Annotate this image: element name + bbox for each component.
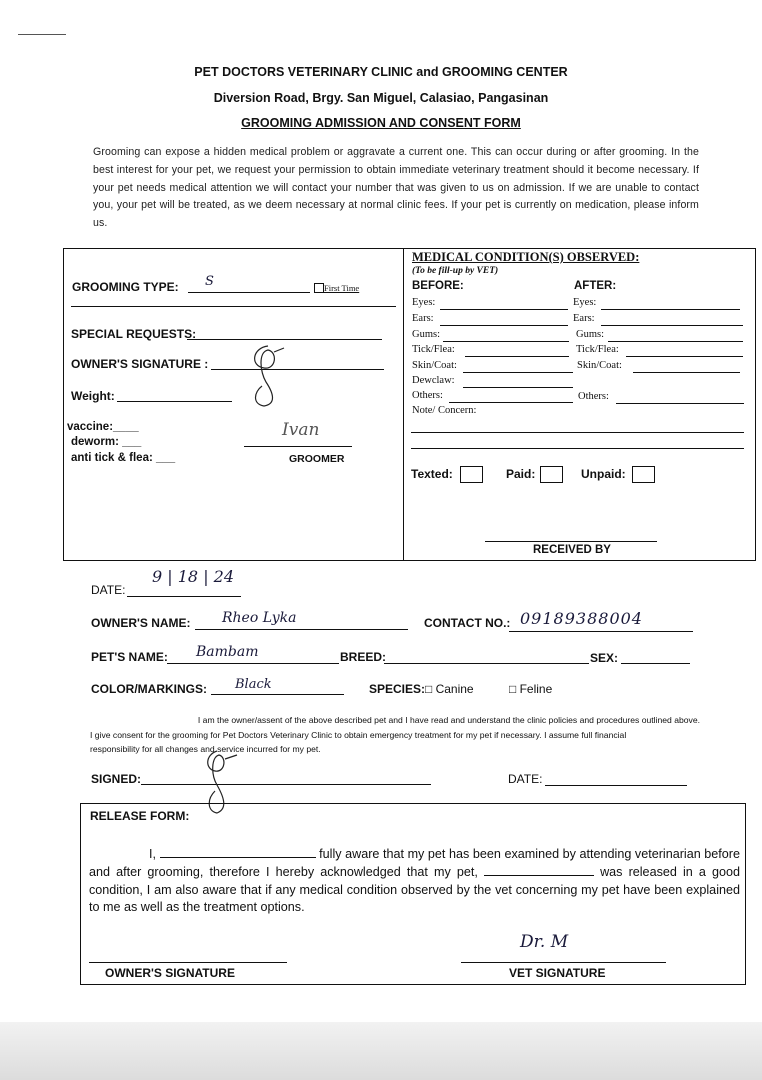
owner-name-label: OWNER'S NAME: [91,616,191,630]
species-label: SPECIES: [369,682,426,696]
color-markings-line[interactable] [211,694,344,695]
unpaid-checkbox[interactable] [632,466,655,483]
before-eyes: Eyes: [412,297,436,308]
color-markings-label: COLOR/MARKINGS: [91,682,207,696]
first-time-label: First Time [324,283,360,293]
consent-date-line[interactable] [545,785,687,786]
pet-name-value: Bambam [196,644,259,660]
paid-label: Paid: [506,467,536,481]
after-ears: Ears: [573,313,595,324]
after-label: AFTER: [574,280,617,292]
color-markings-value: Black [235,677,272,692]
deworm-label: deworm: ___ [71,436,142,448]
clinic-name: PET DOCTORS VETERINARY CLINIC and GROOMING CENTER [194,65,568,79]
pet-name-line[interactable] [167,663,339,664]
consent-line-3: responsibility for all changes and service incurred for my pet. [90,744,321,754]
form-title: GROOMING ADMISSION AND CONSENT FORM [241,116,521,130]
texted-label: Texted: [411,467,453,481]
after-tick: Tick/Flea: [576,344,619,355]
before-gums-line[interactable] [443,341,569,342]
contact-label: CONTACT NO.: [424,616,511,630]
vet-signature-value: Dr. M [520,932,569,952]
before-ears: Ears: [412,313,434,324]
vet-signature-label: VET SIGNATURE [509,966,606,980]
top-box [63,248,756,561]
before-dewclaw: Dewclaw: [412,375,455,386]
groomer-line[interactable] [244,446,352,447]
first-time-checkbox[interactable] [314,283,324,293]
signed-label: SIGNED: [91,772,142,786]
before-skin-line[interactable] [463,372,573,373]
after-ears-line[interactable] [601,325,743,326]
texted-checkbox[interactable] [460,466,483,483]
after-others-line[interactable] [616,403,744,404]
top-box-divider [403,248,404,560]
breed-line[interactable] [384,663,589,664]
vaccine-label: vaccine:____ [67,421,139,433]
before-label: BEFORE: [412,280,464,292]
before-gums: Gums: [412,329,441,340]
grooming-type-line-2[interactable] [71,306,396,307]
groomer-name: Ivan [282,420,320,440]
intro-text: Grooming can expose a hidden medical problem or aggravate a current one. This can occur during or after grooming. In the best interest for your pet, we request your permission to obtain immediate veterinary treatment should it become necessary. If your pet needs medical attention we will contact your number that was given to us on admission. If we are unable to contact you, your pet will be treated, as we deem necessary at normal clinic fees. If your pet is currently on medication, please inform us. [93,146,699,230]
date-line[interactable] [127,596,241,597]
grooming-type-line[interactable] [188,292,310,293]
medical-subtitle: (To be fill-up by VET) [412,266,499,276]
feline-option[interactable]: □ Feline [509,682,553,696]
groomer-label: GROOMER [289,453,345,465]
release-title: RELEASE FORM: [90,809,190,823]
owner-name-line[interactable] [195,629,408,630]
owner-signature-scribble [240,338,300,408]
consent-date-label: DATE: [508,772,543,786]
note-concern-label: Note/ Concern: [412,405,477,416]
unpaid-label: Unpaid: [581,467,626,481]
breed-label: BREED: [340,650,387,664]
before-eyes-line[interactable] [440,309,568,310]
grooming-type-label: GROOMING TYPE: [72,280,179,294]
vet-signature-line[interactable] [461,962,666,963]
before-ears-line[interactable] [440,325,568,326]
sex-label: SEX: [590,651,619,665]
date-value: 9 | 18 | 24 [152,567,235,586]
release-owner-signature-line[interactable] [89,962,287,963]
after-eyes-line[interactable] [601,309,740,310]
weight-label: Weight: [71,389,115,403]
signed-line[interactable] [141,784,431,785]
before-skin: Skin/Coat: [412,360,457,371]
stray-mark [18,34,66,35]
note-line-2[interactable] [411,448,744,449]
canine-option[interactable]: □ Canine [425,682,474,696]
owner-signature-label: OWNER'S SIGNATURE : [71,357,209,371]
clinic-address: Diversion Road, Brgy. San Miguel, Calasiao, Pangasinan [213,91,549,105]
contact-line[interactable] [509,631,693,632]
date-label: DATE: [91,583,126,597]
pet-name-label: PET'S NAME: [91,650,168,664]
release-owner-signature-label: OWNER'S SIGNATURE [105,966,235,980]
before-dewclaw-line[interactable] [463,387,573,388]
before-tick-line[interactable] [465,356,569,357]
after-gums-line[interactable] [608,341,743,342]
owner-name-value: Rheo Lyka [222,610,297,626]
received-by-line[interactable] [485,541,657,542]
contact-value: 09189388004 [520,609,643,628]
note-line-1[interactable] [411,432,744,433]
received-by-label: RECEIVED BY [533,544,611,556]
special-requests-label: SPECIAL REQUESTS: [71,327,197,341]
weight-line[interactable] [117,401,232,402]
after-skin-line[interactable] [633,372,740,373]
medical-title: MEDICAL CONDITION(S) OBSERVED: [412,250,640,264]
scan-edge [0,1022,762,1080]
after-tick-line[interactable] [626,356,743,357]
consent-line-2: I give consent for the grooming for Pet Doctors Veterinary Clinic to obtain emergency treatment for my pet if necessary. I assume full financial [90,730,627,740]
before-others-line[interactable] [449,402,573,403]
release-text: I, fully aware that my pet has been examined by attending veterinarian before and after grooming, therefore I hereby acknowledged that my pet, was released in a good condition, I am also aware that if any medical condition observed by the vet concerning my pet have been explained to me as well as the treatment options. [89,847,741,915]
after-gums: Gums: [576,329,605,340]
consent-line-1: I am the owner/assent of the above described pet and I have read and understand the clinic policies and procedures outlined above. [197,715,700,725]
grooming-type-value: S [205,274,214,289]
release-pet-blank[interactable] [484,864,594,876]
paid-checkbox[interactable] [540,466,563,483]
after-eyes: Eyes: [573,297,597,308]
after-skin: Skin/Coat: [577,360,622,371]
release-name-blank[interactable] [160,846,316,858]
after-others: Others: [578,391,609,402]
anti-tick-label: anti tick & flea: ___ [71,452,176,464]
sex-line[interactable] [621,663,690,664]
before-tick: Tick/Flea: [412,344,455,355]
before-others: Others: [412,390,443,401]
